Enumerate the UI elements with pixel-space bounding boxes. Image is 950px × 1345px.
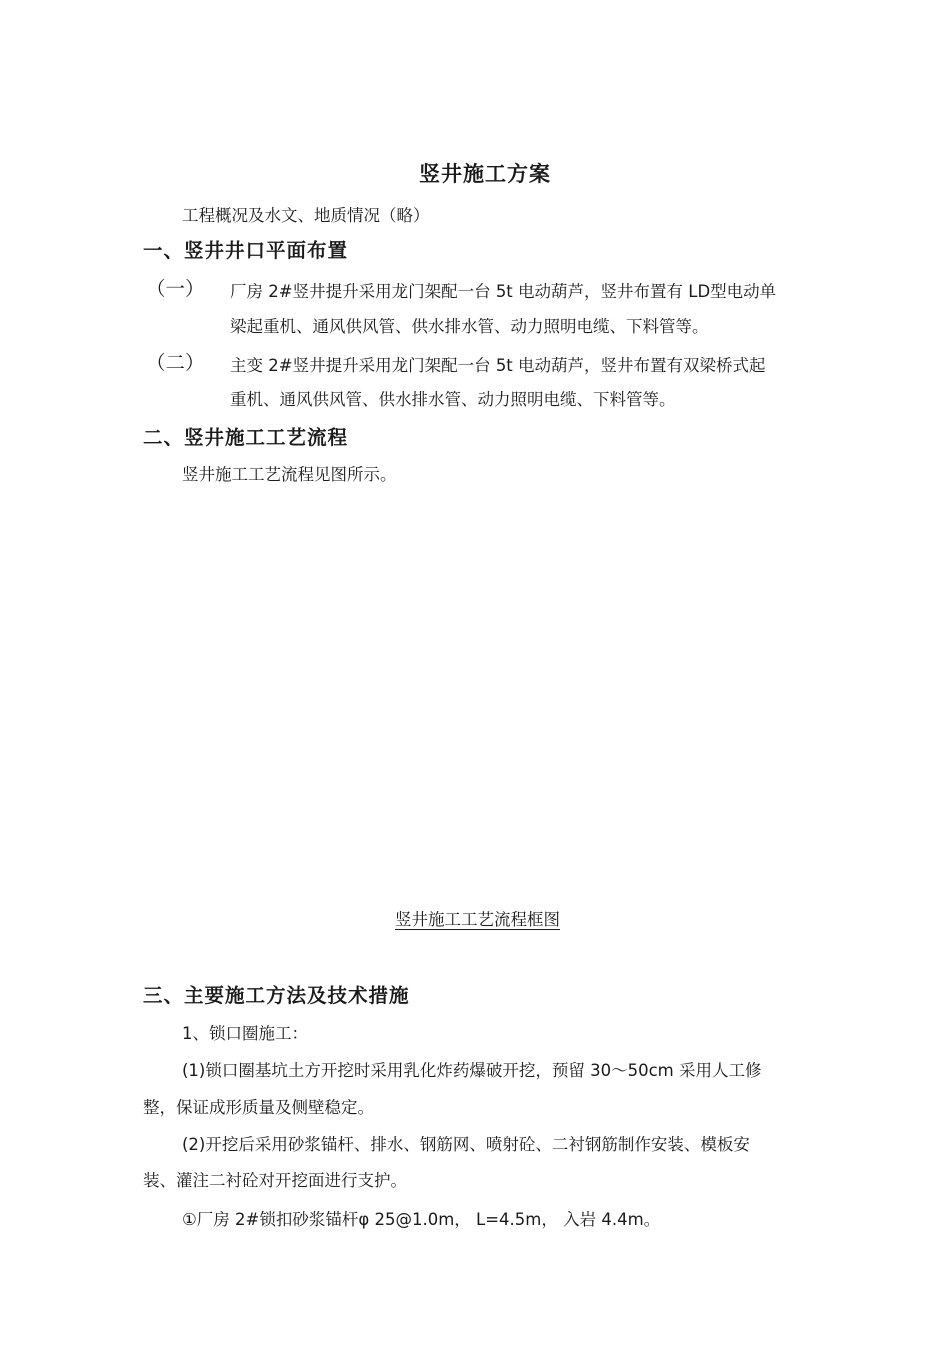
paragraph-2-line-1: (2)开挖后采用砂浆锚杆、排水、钢筋网、喷射砼、二衬钢筋制作安装、模板安 <box>182 1135 750 1154</box>
paragraph-2-line-2: 装、灌注二衬砼对开挖面进行支护。 <box>143 1171 407 1190</box>
item-2-line-1: 主变 2#竖井提升采用龙门架配一台 5t 电动葫芦，竖井布置有双梁桥式起 <box>230 356 766 375</box>
figure-caption: 竖井施工工艺流程框图 <box>395 910 560 929</box>
item-2-line-2: 重机、通风供风管、供水排水管、动力照明电缆、下料管等。 <box>230 390 676 409</box>
item-1-line-2: 梁起重机、通风供风管、供水排水管、动力照明电缆、下料管等。 <box>230 317 709 336</box>
overview-text: 工程概况及水文、地质情况（略） <box>182 206 430 225</box>
section-2-text: 竖井施工工艺流程见图所示。 <box>182 465 397 484</box>
subsection-1-heading: 1、锁口圈施工： <box>182 1024 308 1043</box>
section-1-heading: 一、竖井井口平面布置 <box>143 239 349 262</box>
paragraph-1-line-1: (1)锁口圈基坑土方开挖时采用乳化炸药爆破开挖，预留 30～50cm 采用人工修 <box>182 1061 762 1080</box>
item-1-line-1: 厂房 2#竖井提升采用龙门架配一台 5t 电动葫芦，竖井布置有 LD型电动单 <box>230 282 777 301</box>
document-title: 竖井施工方案 <box>419 162 551 186</box>
section-3-heading: 三、主要施工方法及技术措施 <box>143 984 410 1007</box>
paragraph-3: ①厂房 2#锁扣砂浆锚杆φ 25@1.0m， L=4.5m， 入岩 4.4m。 <box>182 1210 661 1229</box>
item-1-number: （一） <box>146 277 205 300</box>
section-2-heading: 二、竖井施工工艺流程 <box>143 426 349 449</box>
paragraph-1-line-2: 整，保证成形质量及侧壁稳定。 <box>143 1098 374 1117</box>
item-2-number: （二） <box>146 351 205 374</box>
